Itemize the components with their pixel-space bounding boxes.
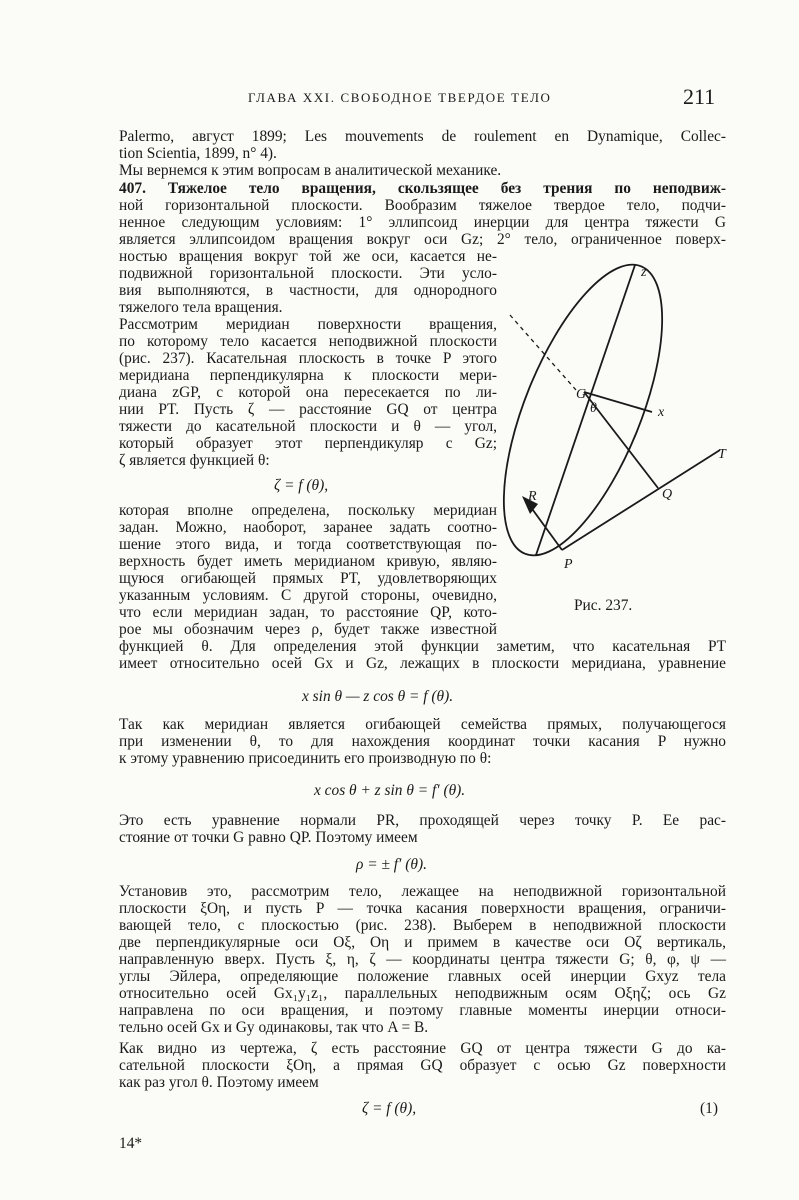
text-line: к этому уравнению присоединить его производную по θ: [119,750,492,767]
text-line: ной горизонтальной плоскости. Вообразим тяжелое твердое тело, подчи- [119,197,726,214]
label-x: x [658,405,665,420]
text-line: две перпендикулярные оси Oξ, Oη и примем в качестве оси Oζ вертикаль, [119,934,726,951]
text-line: тяжести до касательной плоскости и θ — угол, [119,418,497,435]
text-line: как раз угол θ. Поэтому имеем [119,1074,319,1091]
text-line: плоскости ξOη, и пусть P — точка касания поверхности вращения, ограничи- [119,900,726,917]
figure-237 [500,250,740,590]
text-line: углы Эйлера, определяющие положение главных осей инерции Gxyz тела [119,968,726,985]
text-line: щуюся огибающей прямых PT, удовлетворяющих [119,570,497,587]
text-line: верхность будет иметь меридианом кривую, являю- [119,553,497,570]
text-line: Palermo, август 1899; Les mouvements de roulement en Dynamique, Collec- [119,128,726,145]
text-line: указанным условиям. С другой стороны, очевидно, [119,587,497,604]
text-line: сательной плоскости ξOη, а прямая GQ образует с осью Gz поверхности [119,1057,726,1074]
text-line: шение этого вида, и тогда соответствующая по- [119,536,497,553]
page-number: 211 [683,84,716,109]
text-line: по которому тело касается неподвижной плоскости [119,333,497,350]
text-line: ненное следующим условиям: 1° эллипсоид инерции для центра тяжести G [119,214,726,231]
text-line: подвижной горизонтальной плоскости. Эти усло- [119,265,497,282]
text-line: Как видно из чертежа, ζ есть расстояние GQ от центра тяжести G до ка- [119,1040,726,1057]
text-line: которая вполне определена, поскольку меридиан [119,502,497,519]
text-line: меридиана перпендикулярна к плоскости мери- [119,367,497,384]
text-line: (рис. 237). Касательная плоскость в точке P этого [119,350,497,367]
signature-mark: 14* [119,1135,143,1152]
text-line: тельно осей Gx и Gy одинаковы, так что A = B. [119,1019,429,1036]
label-G: G [576,387,587,402]
text-line: задан. Можно, наоборот, заранее задать соотно- [119,519,497,536]
equation: x cos θ + z sin θ = f′ (θ). [314,782,466,799]
text-line: тяжелого тела вращения. [119,299,283,316]
text-line: Рассмотрим меридиан поверхности вращения, [119,316,497,333]
text-line: при изменении θ, то для нахождения координат точки касания P нужно [119,733,726,750]
text-line: вия выполняются, в частности, для однородного [119,282,497,299]
section-heading: 407. Тяжелое тело вращения, скользящее без трения по неподвиж- [119,180,726,197]
text-line: диана zGP, с которой она пересекается по ли- [119,384,497,401]
label-theta: θ [590,401,597,416]
text-line: который образует этот перпендикуляр с Gz; [119,435,497,452]
equation: x sin θ — z cos θ = f (θ). [302,688,454,705]
running-title: ГЛАВА XXI. СВОБОДНОЕ ТВЕРДОЕ ТЕЛО [248,90,552,105]
label-T: T [718,447,726,462]
text-line: Мы вернемся к этим вопросам в аналитической механике. [119,162,502,179]
text-line: ностью вращения вокруг той же оси, касается не- [119,248,497,265]
text-line: tion Scientia, 1899, n° 4). [119,145,277,162]
text-line: рое мы обозначим через ρ, будет также известной [119,621,497,638]
text-line: нии PT. Пусть ζ — расстояние GQ от центра [119,401,497,418]
z-axis-dashed [510,315,576,390]
text-line: Так как меридиан является огибающей семейства прямых, получающегося [119,716,726,733]
text-line: относительно осей Gx₁y₁z₁, параллельных неподвижным осям Oξηζ; ось Gz [119,985,726,1002]
normal-PR [530,506,562,550]
text-line: функцией θ. Для определения этой функции заметим, что касательная PT [119,638,726,655]
z-axis [536,265,635,555]
label-P: P [564,557,573,572]
figure-caption: Рис. 237. [574,597,633,614]
text-line: направлена по оси вращения, и поэтому главные моменты инерции относи- [119,1002,726,1019]
label-R: R [528,489,537,504]
equation-number: (1) [700,1100,718,1117]
equation: ζ = f (θ), [274,477,329,494]
text-line: стояние от точки G равно QP. Поэтому имеем [119,829,418,846]
text-line: является эллипсоидом вращения вокруг оси Gz; 2° тело, ограниченное поверх- [119,231,726,248]
text-line: Установив это, рассмотрим тело, лежащее на неподвижной горизонтальной [119,883,726,900]
text-line: ζ является функцией θ: [119,452,270,469]
text-line: Это есть уравнение нормали PR, проходящей через точку P. Ее рас- [119,812,726,829]
running-header [0,84,799,112]
text-line: что если меридиан задан, то расстояние QP, кото- [119,604,497,621]
label-Q: Q [662,487,673,502]
text-line: направленную вверх. Пусть ξ, η, ζ — координаты центра тяжести G; θ, φ, ψ — [119,951,726,968]
equation: ρ = ± f′ (θ). [356,856,427,873]
equation: ζ = f (θ), [362,1100,417,1117]
text-line: вающей тело, с плоскостью (рис. 238). Выберем в неподвижной плоскости [119,917,726,934]
text-line: имеет относительно осей Gx и Gz, лежащих в плоскости меридиана, уравнение [119,655,726,672]
label-z: z [641,265,647,280]
